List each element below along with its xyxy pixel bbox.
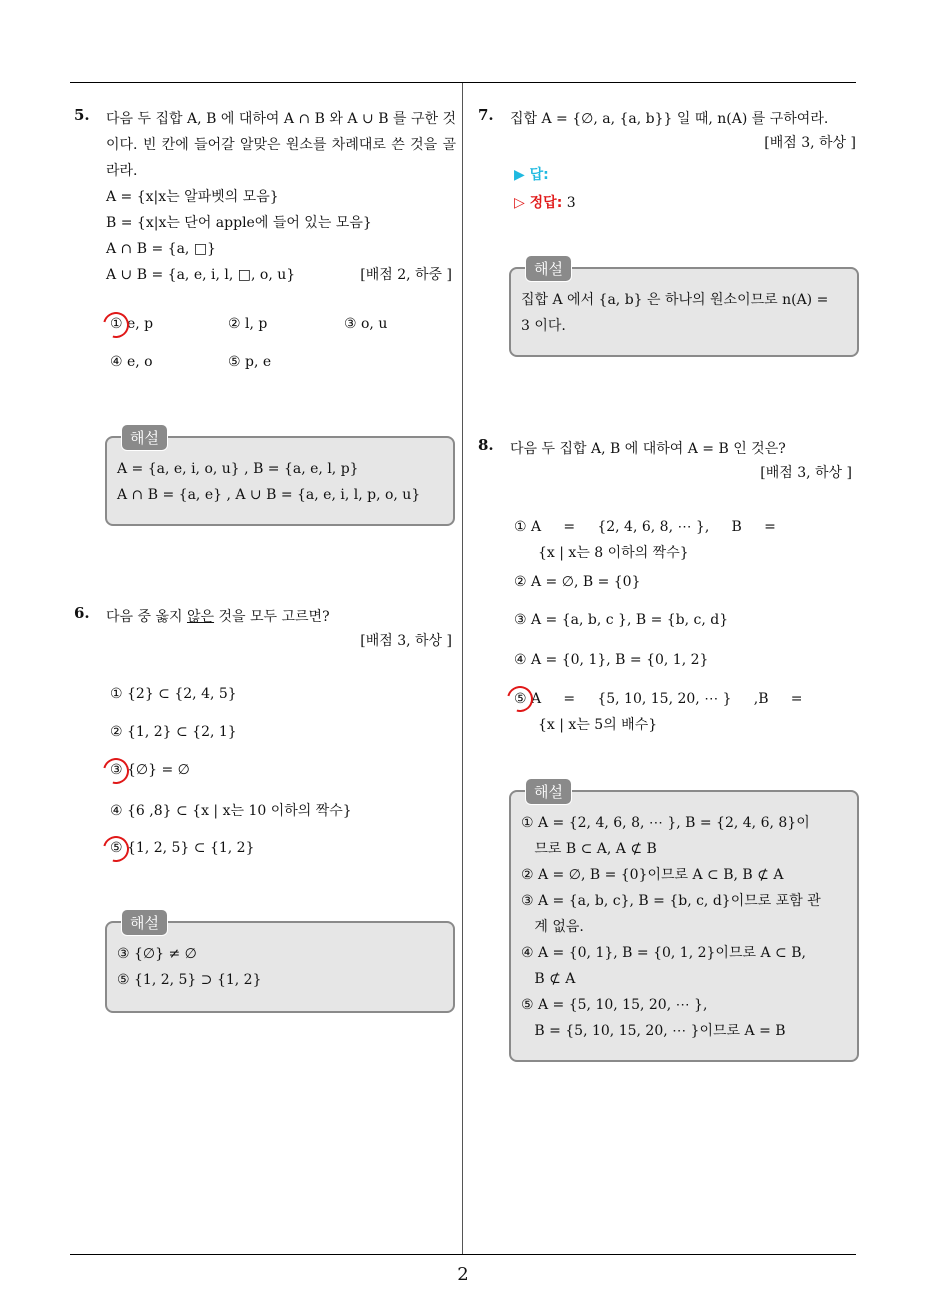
option-5[interactable]: ⑤ A = {5, 10, 15, 20, ⋯ } ,B = {x | x는 5의 배수} — [514, 691, 803, 733]
condition-line: A ∪ B = {a, e, i, l, □, o, u} — [106, 267, 296, 283]
selected-mark — [98, 831, 134, 867]
option-3[interactable]: ③ o, u — [344, 316, 388, 332]
condition-line: B = {x|x는 단어 apple에 들어 있는 모음} — [106, 215, 372, 231]
solution-line: 므로 B ⊂ A, A ⊄ B — [521, 841, 657, 857]
option-1[interactable]: ① e, p — [110, 316, 154, 332]
solution-line: 3 이다. — [521, 318, 566, 334]
solution-line: ④ A = {0, 1}, B = {0, 1, 2}이므로 A ⊂ B, — [521, 945, 806, 961]
option-1[interactable]: ① {2} ⊂ {2, 4, 5} — [110, 686, 237, 702]
solution-tag: 해설 — [525, 778, 572, 805]
page-number: 2 — [457, 1264, 469, 1285]
correct-answer-value: 3 — [566, 195, 576, 211]
solution-line: B ⊄ A — [521, 971, 576, 987]
question-stem: 집합 A = {∅, a, {a, b}} 일 때, n(A) 를 구하여라. — [510, 111, 829, 127]
option-2[interactable]: ② l, p — [228, 316, 268, 332]
solution-box — [509, 783, 859, 1062]
column-divider — [462, 83, 463, 1254]
solution-line: A = {a, e, i, o, u} , B = {a, e, l, p} — [117, 461, 359, 477]
question-number: 5. — [74, 106, 90, 124]
question-stem: 다음 중 옳지 않은 것을 모두 고르면? — [106, 609, 330, 625]
solution-line: A ∩ B = {a, e} , A ∪ B = {a, e, i, l, p, o, u} — [117, 487, 421, 503]
solution-line: ① A = {2, 4, 6, 8, ⋯ }, B = {2, 4, 6, 8}이 — [521, 815, 810, 831]
option-4[interactable]: ④ e, o — [110, 354, 153, 370]
question-stem: 다음 두 집합 A, B 에 대하여 A = B 인 것은? — [510, 441, 786, 457]
correct-answer-line — [514, 192, 576, 212]
bottom-rule — [70, 1254, 856, 1255]
question-number: 7. — [478, 106, 494, 124]
solution-line: ③ {∅} ≠ ∅ — [117, 946, 197, 962]
score-label: [배점 3, 하상 ] — [764, 135, 856, 151]
solution-tag: 해설 — [121, 909, 168, 936]
solution-line: ② A = ∅, B = {0}이므로 A ⊂ B, B ⊄ A — [521, 867, 784, 883]
solution-tag: 해설 — [121, 424, 168, 451]
solution-line: 계 없음. — [521, 919, 584, 935]
condition-line: A = {x|x는 알파벳의 모음} — [106, 189, 279, 205]
solution-line: B = {5, 10, 15, 20, ⋯ }이므로 A = B — [521, 1023, 786, 1039]
condition-line: A ∩ B = {a, □} — [106, 241, 216, 257]
solution-line: ③ A = {a, b, c}, B = {b, c, d}이므로 포함 관 — [521, 893, 821, 909]
solution-line: 집합 A 에서 {a, b} 은 하나의 원소이므로 n(A) = — [521, 292, 829, 308]
solution-box — [509, 260, 859, 357]
underlined-word: 않은 — [186, 609, 215, 625]
option-2[interactable]: ② A = ∅, B = {0} — [514, 574, 641, 590]
answer-label: ▶ 답: — [514, 167, 549, 183]
score-label: [배점 3, 하상 ] — [360, 633, 452, 649]
correct-answer-label: ▷ 정답: — [514, 195, 563, 211]
solution-tag: 해설 — [525, 255, 572, 282]
solution-box — [105, 429, 455, 526]
option-5[interactable]: ⑤ p, e — [228, 354, 272, 370]
question-number: 6. — [74, 604, 90, 622]
option-5[interactable]: ⑤ {1, 2, 5} ⊂ {1, 2} — [110, 840, 255, 856]
solution-box — [105, 914, 455, 1013]
question-number: 8. — [478, 436, 494, 454]
option-2[interactable]: ② {1, 2} ⊂ {2, 1} — [110, 724, 237, 740]
option-1[interactable]: ① A = {2, 4, 6, 8, ⋯ }, B = {x | x는 8 이하의 짝수} — [514, 519, 776, 561]
selected-mark — [98, 753, 134, 789]
selected-mark — [98, 307, 134, 343]
solution-line: ⑤ {1, 2, 5} ⊃ {1, 2} — [117, 972, 262, 988]
score-label: [배점 3, 하상 ] — [760, 465, 852, 481]
option-4[interactable]: ④ {6 ,8} ⊂ {x | x는 10 이하의 짝수} — [110, 803, 352, 819]
score-label: [배점 2, 하중 ] — [360, 267, 452, 283]
solution-line: ⑤ A = {5, 10, 15, 20, ⋯ }, — [521, 997, 708, 1013]
top-rule — [70, 82, 856, 83]
option-3[interactable]: ③ A = {a, b, c }, B = {b, c, d} — [514, 612, 729, 628]
question-stem: 다음 두 집합 A, B 에 대하여 A ∩ B 와 A ∪ B 를 구한 것이다. 빈 칸에 들어갈 알맞은 원소를 차례대로 쓴 것을 골라라. — [106, 111, 456, 179]
option-3[interactable]: ③ {∅} = ∅ — [110, 762, 190, 778]
option-4[interactable]: ④ A = {0, 1}, B = {0, 1, 2} — [514, 652, 709, 668]
